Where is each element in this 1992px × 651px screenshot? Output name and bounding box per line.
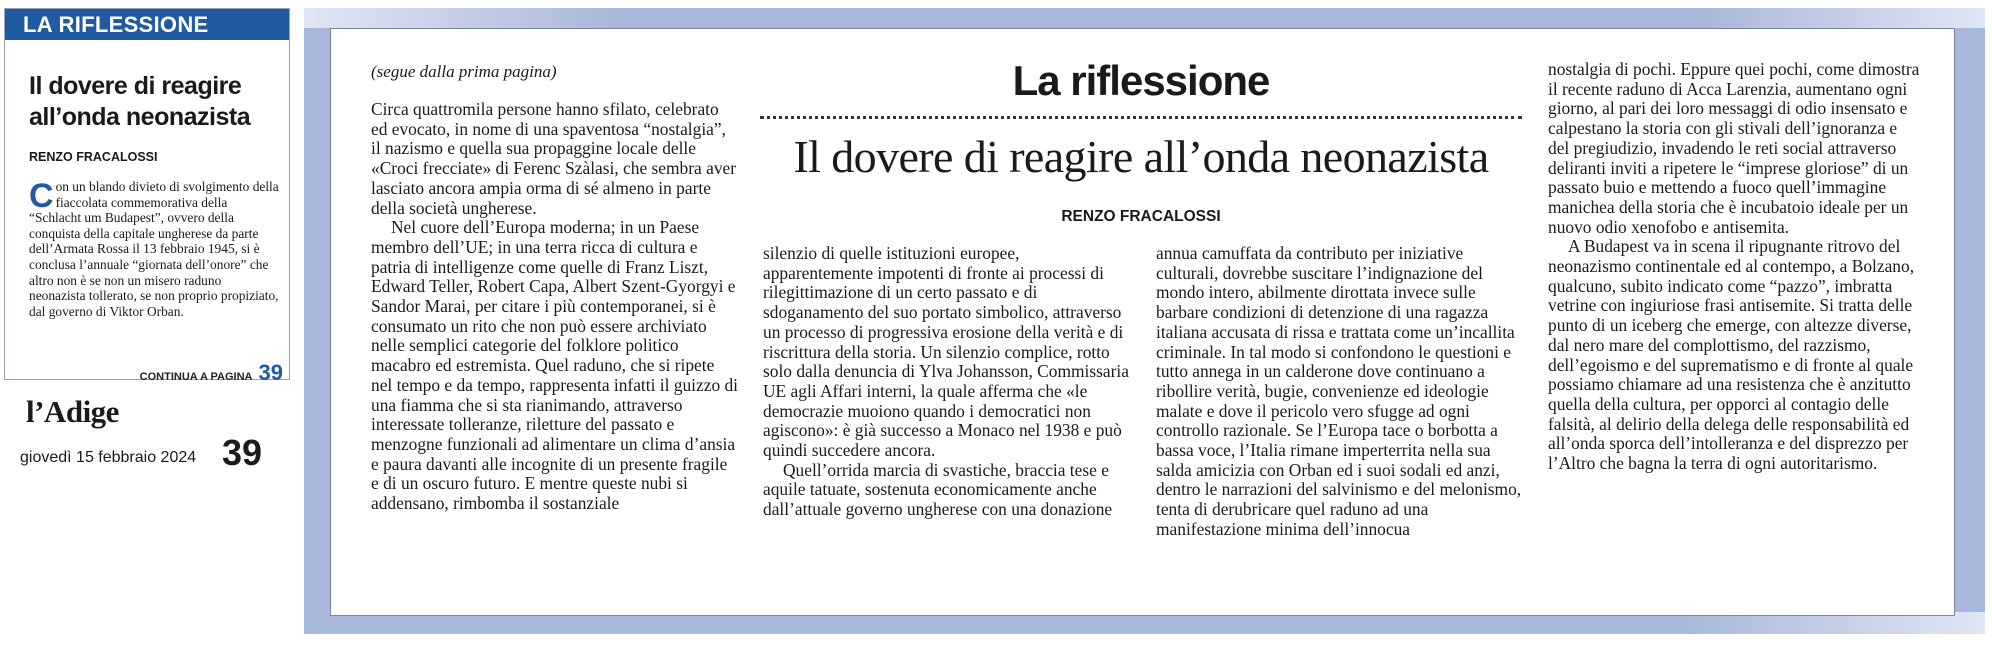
- continuation-note: (segue dalla prima pagina): [371, 62, 557, 81]
- preview-body: [29, 179, 281, 319]
- panel-highlight: [304, 8, 614, 28]
- newspaper-masthead: l’Adige: [26, 394, 119, 429]
- paragraph: nostalgia di pochi. Eppure quei pochi, come dimostra il recente raduno di Acca Larenzia, aumentano ogni giorno, al pari dei loro messaggi di odio insensato e calpestano la storia con gli stivali dell’ignoranza e del pregiudizio, invadendo le reti social attraverso deliranti inviti a ripetere le “imprese gloriose” di un passato buio e mettendo a fuoco quell’immagine manichea della storia che è incubatoio ideale per un nuovo odio xenofobo e antisemita.: [1548, 59, 1920, 237]
- page-number: 39: [222, 432, 263, 473]
- preview-title[interactable]: Il dovere di reagire all’onda neonazista: [29, 72, 251, 131]
- article-title: Il dovere di reagire all’onda neonazista: [793, 131, 1489, 182]
- paragraph: Nel cuore dell’Europa moderna; in un Paese membro dell’UE; in una terra ricca di cultura e patria di intelligenze come quelle di Franz Liszt, Edward Teller, Robert Capa, Albert Szent-Gyorgyi e Sandor Marai, per citare i più contemporanei, si è consumato un rito che non può essere archiviato nelle semplici categorie del folklore politico macabro ed estremista. Quel raduno, che si ripete nel tempo e da tempo, rappresenta infatti il guizzo di una fiamma che si sta rianimando, attraverso interessate tolleranze, riletture del passato e menzogne funzionali ad alimentare un clima d’ansia e paura davanti alle incognite di un presente fragile e di un oscuro futuro. E mentre queste nubi si addensano, rimbomba il sostanziale: [371, 217, 739, 514]
- continue-page-number: 39: [258, 360, 283, 385]
- article-column-3: [1156, 244, 1526, 540]
- panel-highlight: [1705, 8, 1985, 28]
- dropcap: C: [29, 177, 54, 215]
- publication-date: giovedì 15 febbraio 2024: [20, 449, 197, 466]
- article-column-1: [371, 100, 739, 514]
- headline-block: [760, 56, 1522, 106]
- article-author: RENZO FRACALOSSI: [1061, 208, 1221, 225]
- dotted-divider: [760, 116, 1522, 119]
- continue-label: CONTINUA A PAGINA: [139, 371, 253, 383]
- paragraph: Quell’orrida marcia di svastiche, braccia tese e aquile tatuate, sostenuta economicamente anche dall’attuale governo ungherese con una donazione: [763, 459, 1113, 520]
- section-tag: LA RIFLESSIONE: [5, 9, 289, 40]
- paragraph: Circa quattromila persone hanno sfilato, celebrato ed evocato, in nome di una spaventosa “nostalgia”, il nazismo e quella sua propaggine locale delle «Croci frecciate» di Ferenc Szàlasi, che sembra aver lasciato ancora ampia orma di sé almeno in parte della società ungherese.: [371, 99, 737, 218]
- preview-text: on un blando divieto di svolgimento della fiaccolata commemorativa della “Schlacht um Budapest”, ovvero della conquista della capitale ungherese da parte dell’Armata Rossa il 13 febbraio 1945, si è conclusa l’annuale “giornata dell’onore” che altro non è se non un misero raduno neonazista tollerato, se non proprio propiziato, dal governo di Viktor Orban.: [29, 179, 279, 319]
- section-kicker: La riflessione: [1012, 57, 1270, 104]
- article-column-4: [1548, 60, 1920, 474]
- preview-author: RENZO FRACALOSSI: [29, 150, 158, 164]
- paragraph: silenzio di quelle istituzioni europee, apparentemente impotenti di fronte ai processi di rilegittimazione di un certo passato e di sdoganamento del suo portato simbolico, attraverso un processo di progressiva erosione della verità e di riscrittura della storia. Un silenzio complice, rotto solo dalla denuncia di Ylva Johansson, Commissaria UE agli Affari interni, la quale afferma che «le democrazie muoiono quando i democratici non agiscono»: è già successo a Monaco nel 1938 e può quindi succedere ancora.: [763, 243, 1129, 461]
- continue-link[interactable]: [140, 360, 283, 386]
- article-column-2: [763, 244, 1133, 520]
- article-preview-card[interactable]: [4, 8, 290, 385]
- paragraph: annua camuffata da contributo per iniziative culturali, dovrebbe suscitare l’indignazione del mondo intero, abilmente dirottata invece sulle barbare condizioni di detenzione di una ragazza italiana accusata di rissa e trattata come un’incallita criminale. In tal modo si confondono le questioni e tutto annega in un calderone dove continuano a ribollire verità, bugie, convenienze ed ideologie malate e dove il pericolo vero sfugge ad ogni controllo razionale. Se l’Europa tace o borbotta a bassa voce, l’Italia rimane imperterrita nella sua salda amicizia con Orban ed i suoi sodali ed anzi, dentro le narrazioni del salvinismo e del melonismo, tenta di derubricare quel raduno ad una manifestazione minima dell’innocua: [1156, 243, 1522, 539]
- paragraph: A Budapest va in scena il ripugnante ritrovo del neonazismo continentale ed al contempo, a Bolzano, qualcuno, subito indicato come “pazzo”, imbratta vetrine con ingiuriose frasi antisemite. Si tratta delle punto di un iceberg che emerge, con altezze diverse, dal nero mare del complottismo, del razzismo, dell’egoismo e del suprematismo e di fronte al quale possiamo chiamare ad una resistenza che è anzitutto quella della cultura, per opporci al contagio delle falsità, al delirio della delega delle responsabilità ed all’onda sporca dell’intolleranza e del disprezzo per l’Altro che bagna la terra di ogni autoritarismo.: [1548, 236, 1915, 474]
